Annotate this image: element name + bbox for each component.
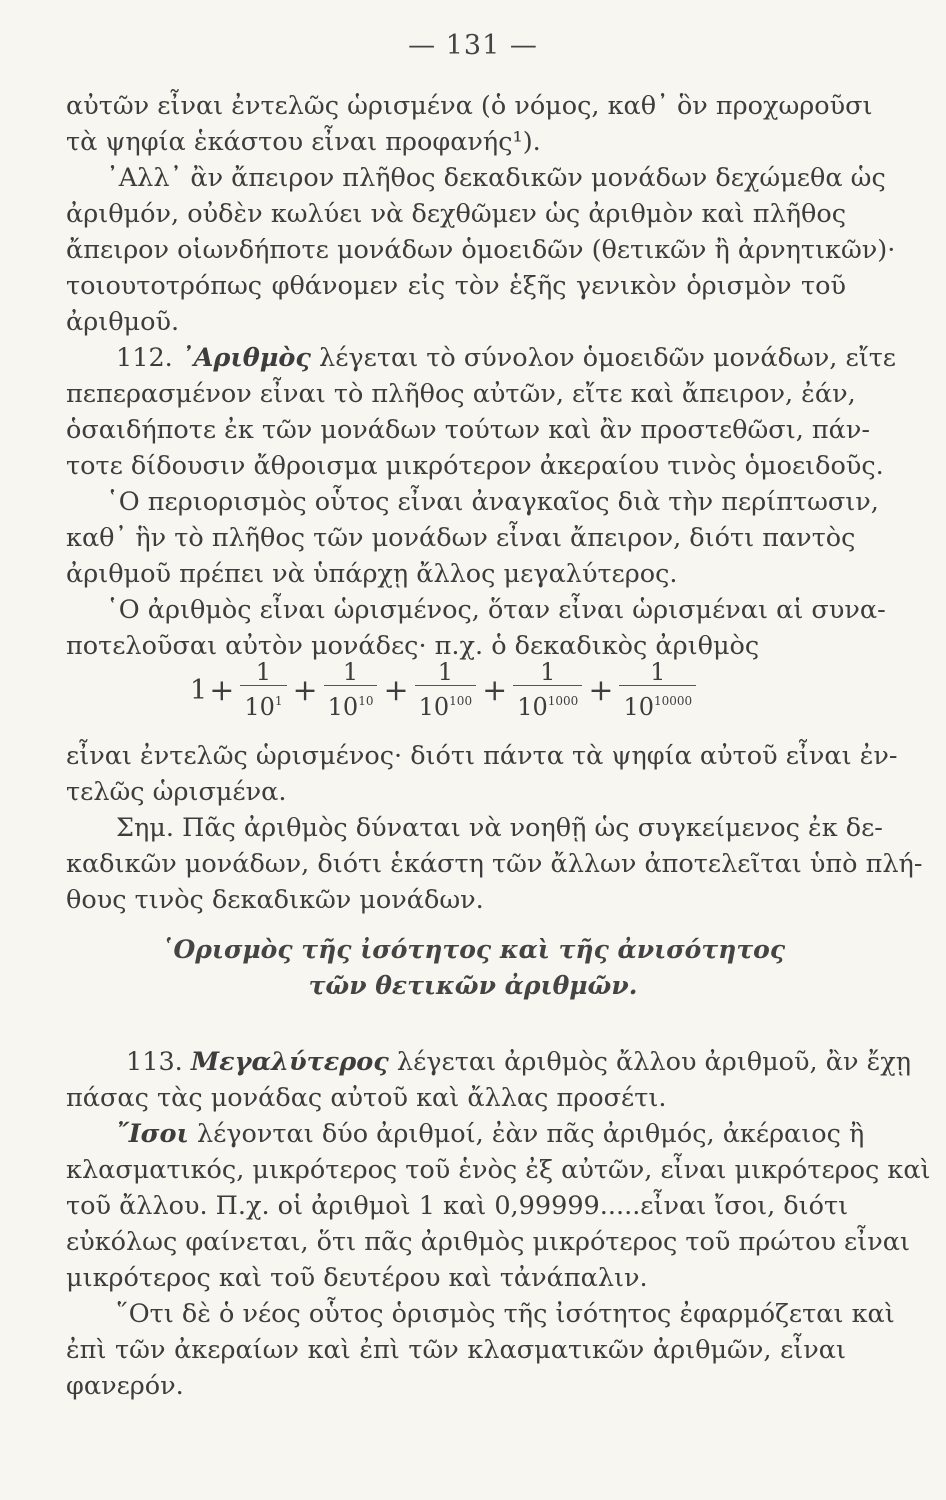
text-line: τοιουτοτρόπως φθάνομεν εἰς τὸν ἑξῆς γενικὸν ὁρισμὸν τοῦ	[66, 271, 846, 301]
text-line: αὐτῶν εἶναι ἐντελῶς ὡρισμένα (ὁ νόμος, καθ᾽ ὃν προχωροῦσι	[66, 91, 873, 121]
isoi-first-line	[116, 1116, 865, 1152]
text-span: λέγεται ἀριθμὸς ἄλλου ἀριθμοῦ, ἂν ἔχῃ	[396, 1047, 911, 1077]
text-span: λέγεται τὸ σύνολον ὁμοειδῶν μονάδων, εἴτε	[319, 343, 897, 373]
text-span: λέγονται δύο ἀριθμοί, ἐὰν πᾶς ἀριθμός, ἀκέραιος ἢ	[196, 1119, 865, 1149]
text-line: ποτελοῦσαι αὐτὸν μονάδες· π.χ. ὁ δεκαδικὸς ἀριθμὸς	[66, 631, 760, 661]
text-line: ῾Ο περιορισμὸς οὗτος εἶναι ἀναγκαῖος διὰ τὴν περίπτωσιν,	[106, 487, 879, 517]
text-line: ἀριθμοῦ.	[66, 307, 180, 337]
fraction: $\frac{1}{10^{10000}}$	[619, 659, 696, 722]
text-line: τοτε δίδουσιν ἄθροισμα μικρότερον ἀκεραίου τινὸς ὁμοειδοῦς.	[66, 451, 884, 481]
text-line: ἄπειρον οἱωνδήποτε μονάδων ὁμοειδῶν (θετικῶν ἢ ἀρνητικῶν)·	[66, 235, 896, 265]
text-line: ᾽Αλλ᾽ ἂν ἄπειρον πλῆθος δεκαδικῶν μονάδων δεχώμεθα ὡς	[106, 163, 886, 193]
fraction: $\frac{1}{10^1}$	[240, 659, 286, 722]
text-line: ὁσαιδήποτε ἐκ τῶν μονάδων τούτων καὶ ἂν προστεθῶσι, πάν-	[66, 415, 871, 445]
text-line: ἐπὶ τῶν ἀκεραίων καὶ ἐπὶ τῶν κλασματικῶν ἀριθμῶν, εἶναι	[66, 1335, 846, 1365]
text-line: φανερόν.	[66, 1371, 184, 1401]
text-line: καθ᾽ ἣν τὸ πλῆθος τῶν μονάδων εἶναι ἄπειρον, διότι παντὸς	[66, 523, 856, 553]
formula-lead: 1	[190, 674, 208, 706]
section-heading: τῶν θετικῶν ἀριθμῶν.	[308, 971, 638, 1000]
text-line: θους τινὸς δεκαδικῶν μονάδων.	[66, 885, 484, 915]
paragraph-113-first-line	[126, 1044, 911, 1080]
note-line: Σημ. Πᾶς ἀριθμὸς δύναται νὰ νοηθῇ ὡς συγκείμενος ἐκ δε-	[116, 813, 883, 843]
text-line: μικρότερος καὶ τοῦ δευτέρου καὶ τἀνάπαλιν.	[66, 1263, 648, 1293]
text-line: εὐκόλως φαίνεται, ὅτι πᾶς ἀριθμὸς μικρότερος τοῦ πρώτου εἶναι	[66, 1227, 910, 1257]
plus-sign: +	[292, 672, 318, 708]
defined-term: Μεγαλύτερος	[190, 1047, 389, 1077]
page-number: — 131 —	[408, 30, 538, 61]
paragraph-112-first-line	[116, 340, 897, 376]
defined-term: ᾽Αριθμὸς	[180, 343, 311, 373]
plus-sign: +	[209, 672, 235, 708]
text-line: κλασματικός, μικρότερος τοῦ ἑνὸς ἐξ αὐτῶν, εἶναι μικρότερος καὶ	[66, 1155, 931, 1185]
text-line: ἀριθμοῦ πρέπει νὰ ὑπάρχῃ ἄλλος μεγαλύτερος.	[66, 559, 678, 589]
text-line: εἶναι ἐντελῶς ὡρισμένος· διότι πάντα τὰ ψηφία αὐτοῦ εἶναι ἐν-	[66, 741, 898, 771]
fraction: $\frac{1}{10^{10}}$	[324, 659, 378, 722]
paragraph-number: 112.	[116, 343, 173, 373]
text-line: πεπερασμένον εἶναι τὸ πλῆθος αὐτῶν, εἴτε καὶ ἄπειρον, ἐάν,	[66, 379, 856, 409]
text-line: τὰ ψηφία ἑκάστου εἶναι προφανής¹).	[66, 127, 541, 157]
paragraph-number: 113.	[126, 1047, 183, 1077]
fraction: $\frac{1}{10^{1000}}$	[513, 659, 582, 722]
text-line: ἀριθμόν, οὐδὲν κωλύει νὰ δεχθῶμεν ὡς ἀριθμὸν καὶ πλῆθος	[66, 199, 846, 229]
plus-sign: +	[588, 672, 614, 708]
section-heading: ῾Ορισμὸς τῆς ἰσότητος καὶ τῆς ἀνισότητος	[160, 935, 786, 964]
text-line: καδικῶν μονάδων, διότι ἑκάστη τῶν ἄλλων ἀποτελεῖται ὑπὸ πλή-	[66, 849, 923, 879]
text-line: πάσας τὰς μονάδας αὐτοῦ καὶ ἄλλας προσέτι.	[66, 1083, 667, 1113]
plus-sign: +	[482, 672, 508, 708]
fraction: $\frac{1}{10^{100}}$	[415, 659, 476, 722]
text-line: ῾Ο ἀριθμὸς εἶναι ὡρισμένος, ὅταν εἶναι ὡρισμέναι αἱ συνα-	[106, 595, 886, 625]
plus-sign: +	[383, 672, 409, 708]
defined-term: ῎Ισοι	[116, 1119, 189, 1149]
decimal-series-formula	[190, 650, 700, 730]
text-line: τελῶς ὡρισμένα.	[66, 777, 287, 807]
text-line: τοῦ ἄλλου. Π.χ. οἱ ἀριθμοὶ 1 καὶ 0,99999.....εἶναι ἴσοι, διότι	[66, 1191, 849, 1221]
text-line: ῞Οτι δὲ ὁ νέος οὗτος ὁρισμὸς τῆς ἰσότητος ἐφαρμόζεται καὶ	[116, 1299, 895, 1329]
